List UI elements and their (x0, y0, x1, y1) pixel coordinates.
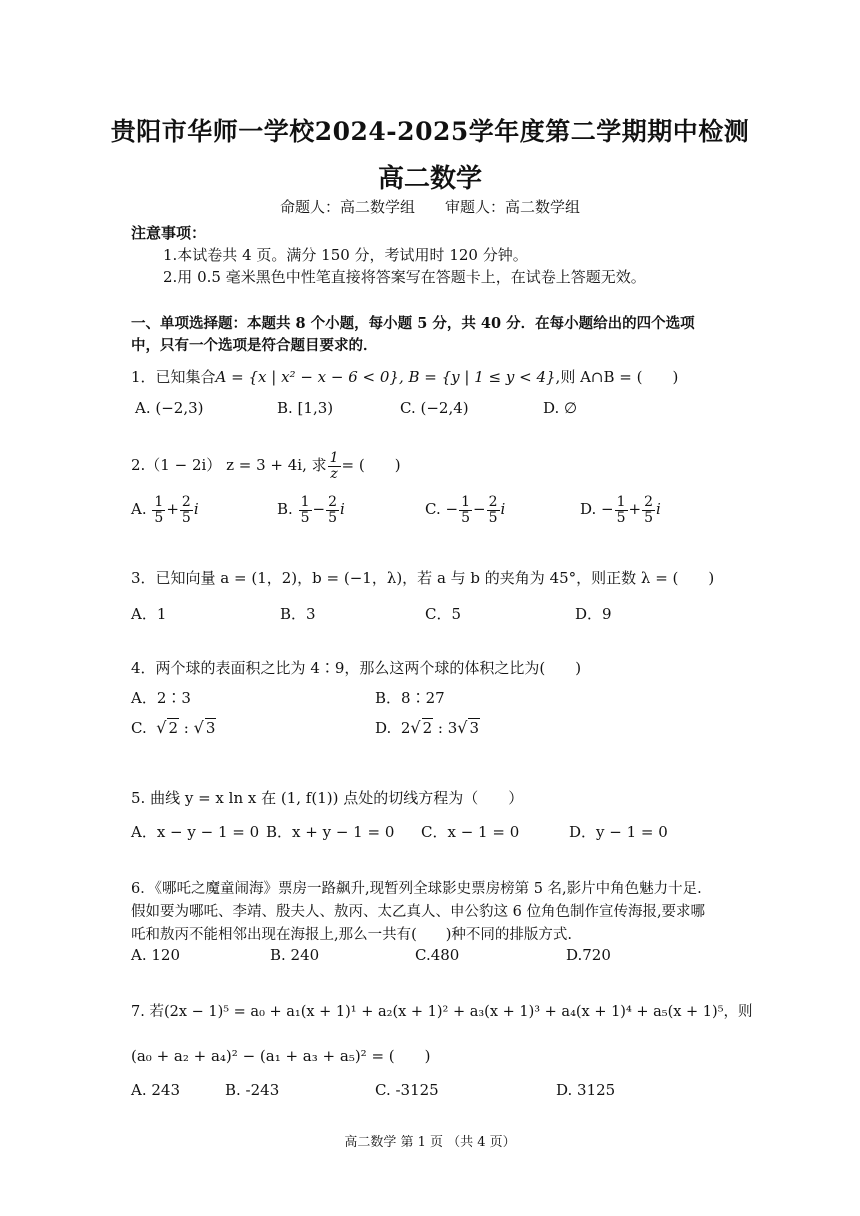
question-4-option-d: D. 2√ 2 : 3√ 3 (375, 718, 479, 737)
question-5-option-a: A．x − y − 1 = 0 (131, 823, 260, 841)
question-5-option-c: C．x − 1 = 0 (421, 823, 520, 841)
question-6-line-1: 6．《哪吒之魔童闹海》票房一路飙升,现暂列全球影史票房榜第 5 名,影片中角色魅力十足. (131, 881, 702, 897)
question-2-option-a: A. $\frac{1}{5}$ + $\frac{2}{5}$ i (131, 494, 199, 526)
question-1-option-d: D. ∅ (543, 399, 578, 417)
question-1-prefix: 1．已知集合 (131, 368, 216, 386)
question-1-option-a: A. (−2,3) (135, 399, 204, 417)
question-2-tail: = ( ) (341, 456, 401, 475)
question-4-option-c: C. √ 2 : √ 3 (131, 718, 216, 737)
question-6-option-a: A. 120 (131, 946, 180, 964)
question-2-fraction: $\frac{1}{z}$ (329, 450, 339, 482)
question-7-option-d: D. 3125 (556, 1081, 616, 1099)
question-3-option-b: B．3 (280, 605, 316, 623)
question-2-option-d: D. − $\frac{1}{5}$ + $\frac{2}{5}$ i (580, 494, 661, 526)
section-heading-line-2: 中，只有一个选项是符合题目要求的． (131, 337, 378, 354)
question-3-option-d: D．9 (575, 605, 612, 623)
question-6-option-b: B. 240 (270, 946, 320, 964)
question-1-suffix: ,则 A∩B = ( ) (555, 368, 679, 386)
section-heading-line-1: 一、单项选择题：本题共 8 个小题，每小题 5 分，共 40 分．在每小题给出的四个选项 (131, 315, 695, 332)
notice-item-1: 1.本试卷共 4 页。满分 150 分，考试用时 120 分钟。 (163, 246, 528, 264)
exam-title: 贵阳市华师一学校2024-2025学年度第二学期期中检测 (110, 117, 750, 146)
question-5-option-d: D．y − 1 = 0 (569, 823, 668, 841)
question-1-option-b: B. [1,3) (277, 399, 334, 417)
question-4-option-b: B．8∶27 (375, 689, 445, 707)
question-2-option-c: C. − $\frac{1}{5}$ − $\frac{2}{5}$ i (425, 494, 506, 526)
page-footer: 高二数学 第 1 页 （共 4 页） (344, 1135, 516, 1150)
question-4-stem: 4．两个球的表面积之比为 4∶9，那么这两个球的体积之比为( ) (131, 659, 582, 677)
question-2-stem (131, 451, 401, 481)
question-7-line-1: 7. 若(2x − 1)⁵ = a₀ + a₁(x + 1)¹ + a₂(x + 1)² + a₃(x + 1)³ + a₄(x + 1)⁴ + a₅(x + 1)⁵，则 (131, 1004, 753, 1020)
question-7-option-a: A. 243 (131, 1081, 180, 1099)
question-6-line-2: 假如要为哪吒、李靖、殷夫人、敖丙、太乙真人、申公豹这 6 位角色制作宣传海报,要求哪 (131, 904, 706, 920)
question-6-option-d: D.720 (566, 946, 611, 964)
question-7-option-c: C. -3125 (375, 1081, 439, 1099)
notice-heading: 注意事项： (131, 224, 207, 242)
question-4-option-a: A．2∶3 (131, 689, 191, 707)
question-6-option-c: C.480 (415, 946, 460, 964)
question-3-option-c: C．5 (425, 605, 462, 623)
question-2-option-b: B. $\frac{1}{5}$ − $\frac{2}{5}$ i (277, 494, 345, 526)
question-6-line-3: 吒和敖丙不能相邻出现在海报上,那么一共有( )种不同的排版方式. (131, 927, 573, 943)
question-5-option-b: B．x + y − 1 = 0 (266, 823, 395, 841)
authors-line: 命题人：高二数学组 审题人：高二数学组 (279, 198, 580, 216)
question-7-line-2: (a₀ + a₂ + a₄)² − (a₁ + a₃ + a₅)² = ( ) (131, 1047, 431, 1065)
question-1-stem (131, 366, 678, 387)
question-1-sets: A = {x | x² − x − 6 < 0}, B = {y | 1 ≤ y < 4} (215, 368, 556, 386)
question-5-stem: 5. 曲线 y = x ln x 在 (1, f(1)) 点处的切线方程为（ ） (131, 789, 524, 807)
question-3-stem: 3．已知向量 a = (1，2)，b = (−1，λ)，若 a 与 b 的夹角为 45°，则正数 λ = ( ) (131, 569, 715, 587)
question-3-option-a: A．1 (131, 605, 167, 623)
question-1-option-c: C. (−2,4) (400, 399, 469, 417)
question-2-text: 2.（1 − 2i） z = 3 + 4i, 求 (131, 456, 327, 475)
notice-item-2: 2.用 0.5 毫米黑色中性笔直接将答案写在答题卡上，在试卷上答题无效。 (163, 268, 646, 286)
subject-title: 高二数学 (377, 164, 482, 194)
question-7-option-b: B. -243 (225, 1081, 280, 1099)
